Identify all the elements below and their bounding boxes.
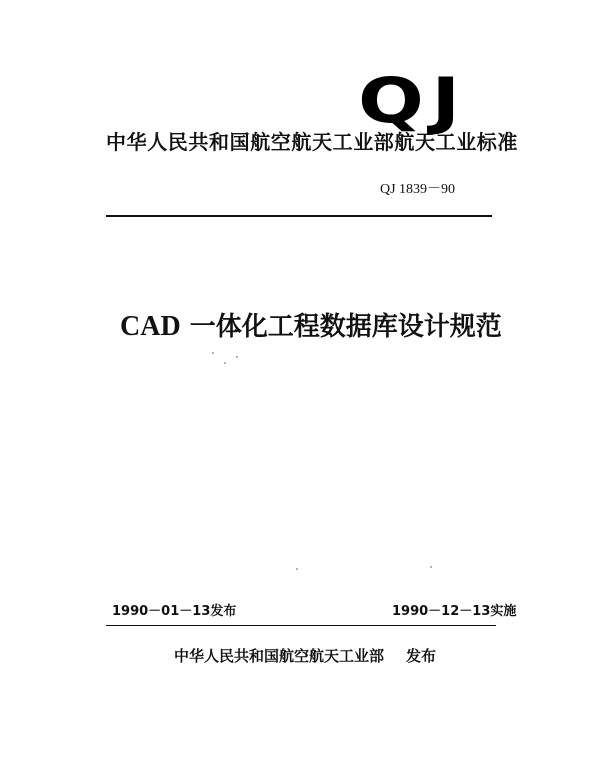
document-title-chinese: 一体化工程数据库设计规范 [189, 312, 502, 342]
scan-speck [224, 362, 226, 364]
scan-speck [430, 566, 432, 568]
document-title [120, 310, 502, 344]
ministry-standard-heading: 中华人民共和国航空航天工业部航天工业标准 [106, 130, 518, 154]
scan-speck [236, 356, 238, 358]
header-divider [106, 215, 492, 217]
publisher-name: 中华人民共和国航空航天工业部 [174, 647, 385, 665]
standard-number: QJ 1839－90 [380, 182, 456, 197]
publish-label: 发布 [406, 647, 437, 665]
scan-speck [296, 568, 298, 570]
qj-logo: QJ [358, 64, 468, 137]
scan-speck [212, 352, 214, 354]
issue-date: 1990－01－13发布 [112, 604, 237, 619]
implementation-date: 1990－12－13实施 [392, 604, 517, 619]
footer-divider [106, 625, 496, 626]
document-title-latin: CAD [120, 311, 181, 342]
